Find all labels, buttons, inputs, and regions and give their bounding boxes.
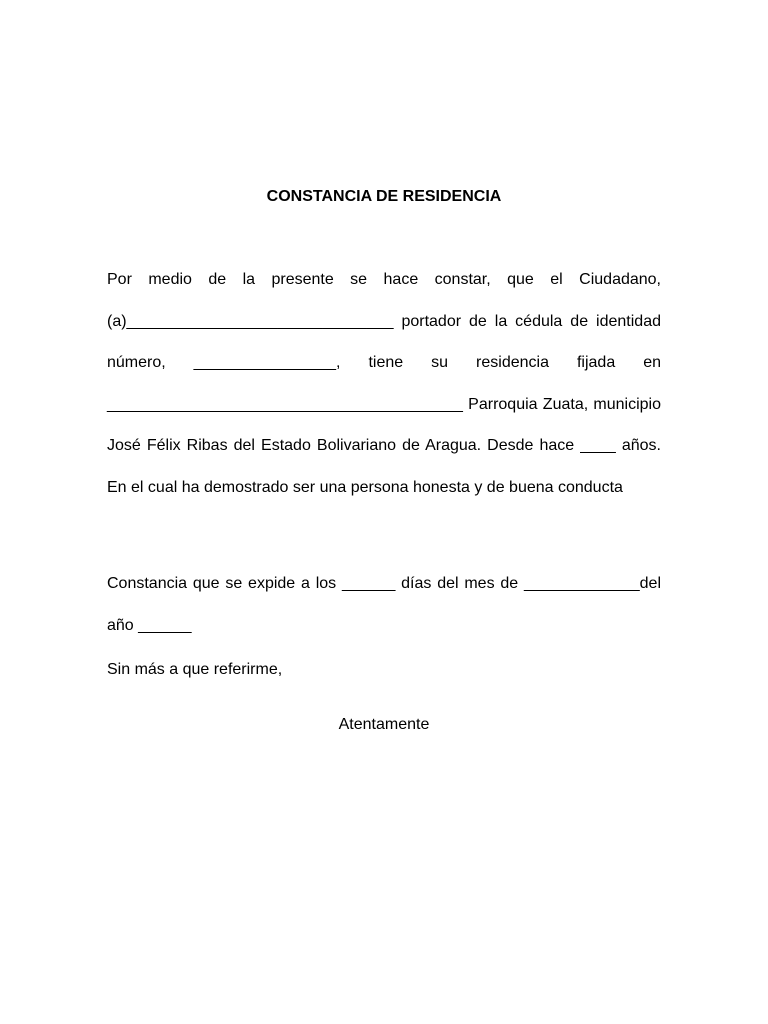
closing-remark: Sin más a que referirme,	[107, 661, 283, 678]
signature-salutation: Atentamente	[338, 716, 430, 733]
residence-statement-paragraph: Por medio de la presente se hace constar, que el Ciudadano, (a)______________________________ portador de la cédula de identidad número, ________________, tiene su residencia fijada en ________________________________________ Parroquia Zuata, municipio José Félix Ribas del Estado Bolivariano de Aragua. Desde hace ____ años. En el cual ha demostrado ser una persona honesta y de buena conducta	[107, 271, 661, 496]
document-title: CONSTANCIA DE RESIDENCIA	[266, 188, 502, 205]
issue-date-paragraph: Constancia que se expide a los ______ días del mes de _____________del año ______	[107, 575, 661, 634]
